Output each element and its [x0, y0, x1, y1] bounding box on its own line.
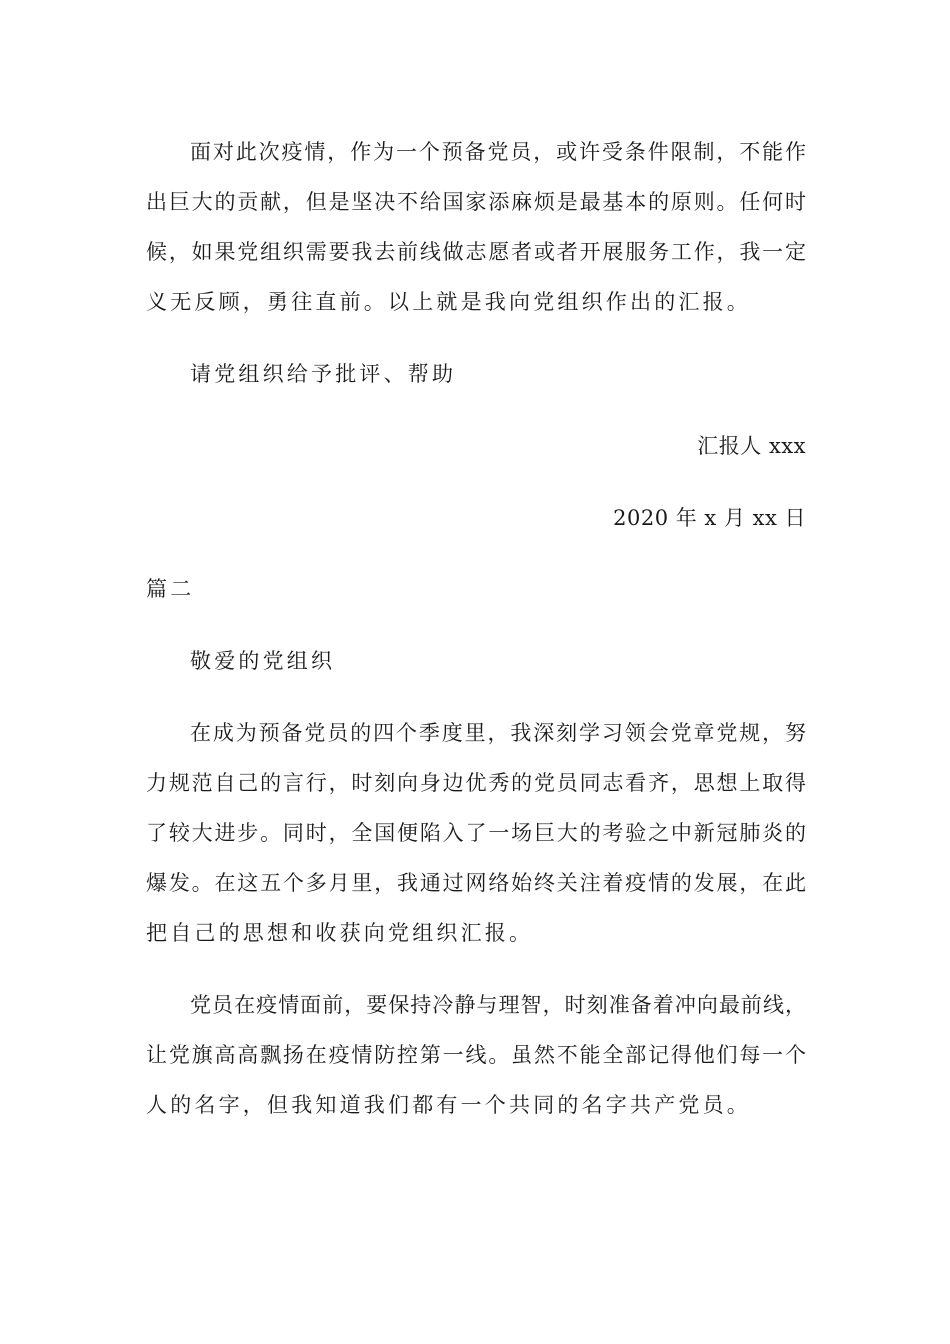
paragraph-3-line-2: 让党旗高高飘扬在疫情防控第一线。虽然不能全部记得他们每一个 — [146, 1043, 806, 1067]
paragraph-2-line-4: 爆发。在这五个多月里，我通过网络始终关注着疫情的发展，在此 — [146, 871, 806, 895]
paragraph-2-line-1: 在成为预备党员的四个季度里，我深刻学习领会党章党规，努 — [190, 721, 806, 745]
paragraph-1-line-2: 出巨大的贡献，但是坚决不给国家添麻烦是最基本的原则。任何时 — [146, 190, 806, 214]
closing-request: 请党组织给予批评、帮助 — [190, 362, 457, 386]
paragraph-3-line-3: 人的名字，但我知道我们都有一个共同的名字共产党员。 — [146, 1093, 751, 1117]
paragraph-2-line-3: 了较大进步。同时，全国便陷入了一场巨大的考验之中新冠肺炎的 — [146, 821, 806, 845]
section-title: 篇二 — [146, 577, 195, 601]
paragraph-2-line-5: 把自己的思想和收获向党组织汇报。 — [146, 921, 534, 945]
report-date: 2020 年 x 月 xx 日 — [613, 506, 806, 530]
signature: 汇报人 xxx — [697, 434, 806, 458]
paragraph-3-line-1: 党员在疫情面前，要保持冷静与理智，时刻准备着冲向最前线， — [190, 993, 806, 1017]
paragraph-1-line-4: 义无反顾，勇往直前。以上就是我向党组织作出的汇报。 — [146, 290, 751, 314]
paragraph-1-line-3: 候，如果党组织需要我去前线做志愿者或者开展服务工作，我一定 — [146, 240, 806, 264]
paragraph-1-line-1: 面对此次疫情，作为一个预备党员，或许受条件限制，不能作 — [190, 140, 806, 164]
salutation: 敬爱的党组织 — [190, 649, 336, 673]
paragraph-2-line-2: 力规范自己的言行，时刻向身边优秀的党员同志看齐，思想上取得 — [146, 771, 806, 795]
